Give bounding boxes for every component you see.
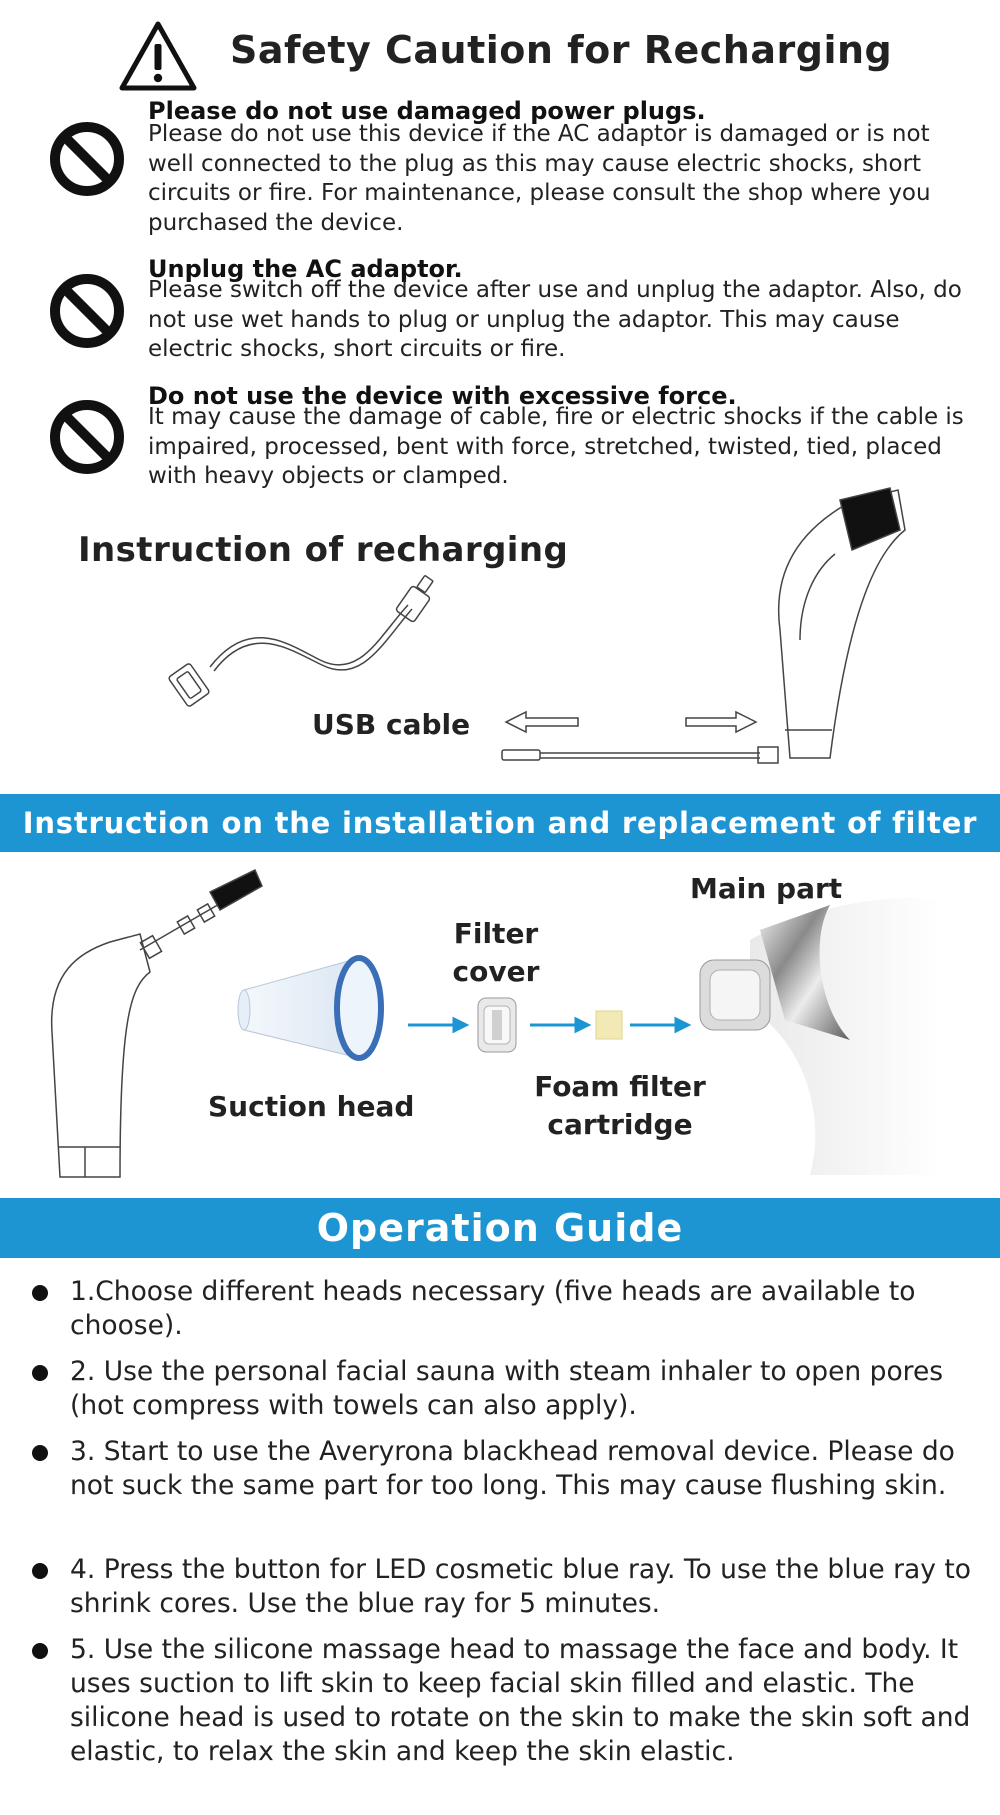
device-charging-illustration [500, 490, 910, 775]
operation-step-3: 3. Start to use the Averyrona blackhead removal device. Please do not suck the same part for too long. This may cause flushing skin. [70, 1436, 955, 1501]
filter-cover-label: Filter cover [452, 917, 540, 988]
prohibited-icon [48, 120, 126, 198]
caution-heading-2: Unplug the AC adaptor. [148, 255, 463, 283]
suction-head-illustration [234, 950, 404, 1065]
foam-filter-label: Foam filter cartridge [534, 1070, 706, 1141]
list-item [30, 1553, 980, 1621]
list-item [30, 1275, 980, 1343]
caution-body-1: Please do not use this device if the AC adaptor is damaged or is not well connected to the plug as this may cause electric shocks, short circuits or fire. For maintenance, please consult the shop where you purchased the device. [148, 121, 931, 236]
list-item [30, 1355, 980, 1423]
foam-filter-illustration [594, 1009, 624, 1041]
warning-triangle-icon [118, 20, 198, 92]
suction-head-label: Suction head [208, 1090, 415, 1123]
bullet-icon [32, 1365, 48, 1381]
safety-title: Safety Caution for Recharging [230, 28, 893, 72]
operation-step-4: 4. Press the button for LED cosmetic blue ray. To use the blue ray to shrink cores. Use the blue ray for 5 minutes. [70, 1554, 971, 1619]
caution-body-3: It may cause the damage of cable, fire or electric shocks if the cable is impaired, processed, bent with force, stretched, twisted, tied, placed with heavy objects or clamped. [148, 404, 964, 489]
operation-guide-banner: Operation Guide [0, 1198, 1000, 1258]
operation-step-2: 2. Use the personal facial sauna with steam inhaler to open pores (hot compress with towels can also apply). [70, 1356, 944, 1421]
bullet-icon [32, 1445, 48, 1461]
main-part-photo [690, 900, 940, 1175]
operation-step-5: 5. Use the silicone massage head to massage the face and body. It uses suction to lift skin to keep facial skin filled and elastic. The silicone head is used to rotate on the skin to make the skin soft and elastic, to relax the skin and keep the skin elastic. [70, 1634, 971, 1767]
bullet-icon [32, 1285, 48, 1301]
prohibited-icon [48, 398, 126, 476]
list-item [30, 1435, 980, 1503]
prohibited-icon [48, 272, 126, 350]
main-part-label: Main part [690, 872, 843, 905]
caution-heading-3: Do not use the device with excessive force. [148, 382, 737, 410]
caution-heading-1: Please do not use damaged power plugs. [148, 97, 706, 125]
operation-list [30, 1275, 980, 1769]
operation-step-1: 1.Choose different heads necessary (five heads are available to choose). [70, 1276, 916, 1341]
usb-cable-label: USB cable [312, 708, 471, 741]
assembly-arrows [408, 1010, 698, 1040]
filter-section-banner: Instruction on the installation and replacement of filter foam [0, 794, 1000, 852]
list-item [30, 1633, 980, 1769]
caution-body-2: Please switch off the device after use and unplug the adaptor. Also, do not use wet hands to plug or unplug the adaptor. This may cause electric shocks, short circuits or fire. [148, 277, 962, 362]
bullet-icon [32, 1643, 48, 1659]
bullet-icon [32, 1563, 48, 1579]
filter-cover-illustration [472, 994, 522, 1056]
recharging-title: Instruction of recharging [78, 530, 569, 570]
usb-cable-illustration [170, 575, 450, 715]
